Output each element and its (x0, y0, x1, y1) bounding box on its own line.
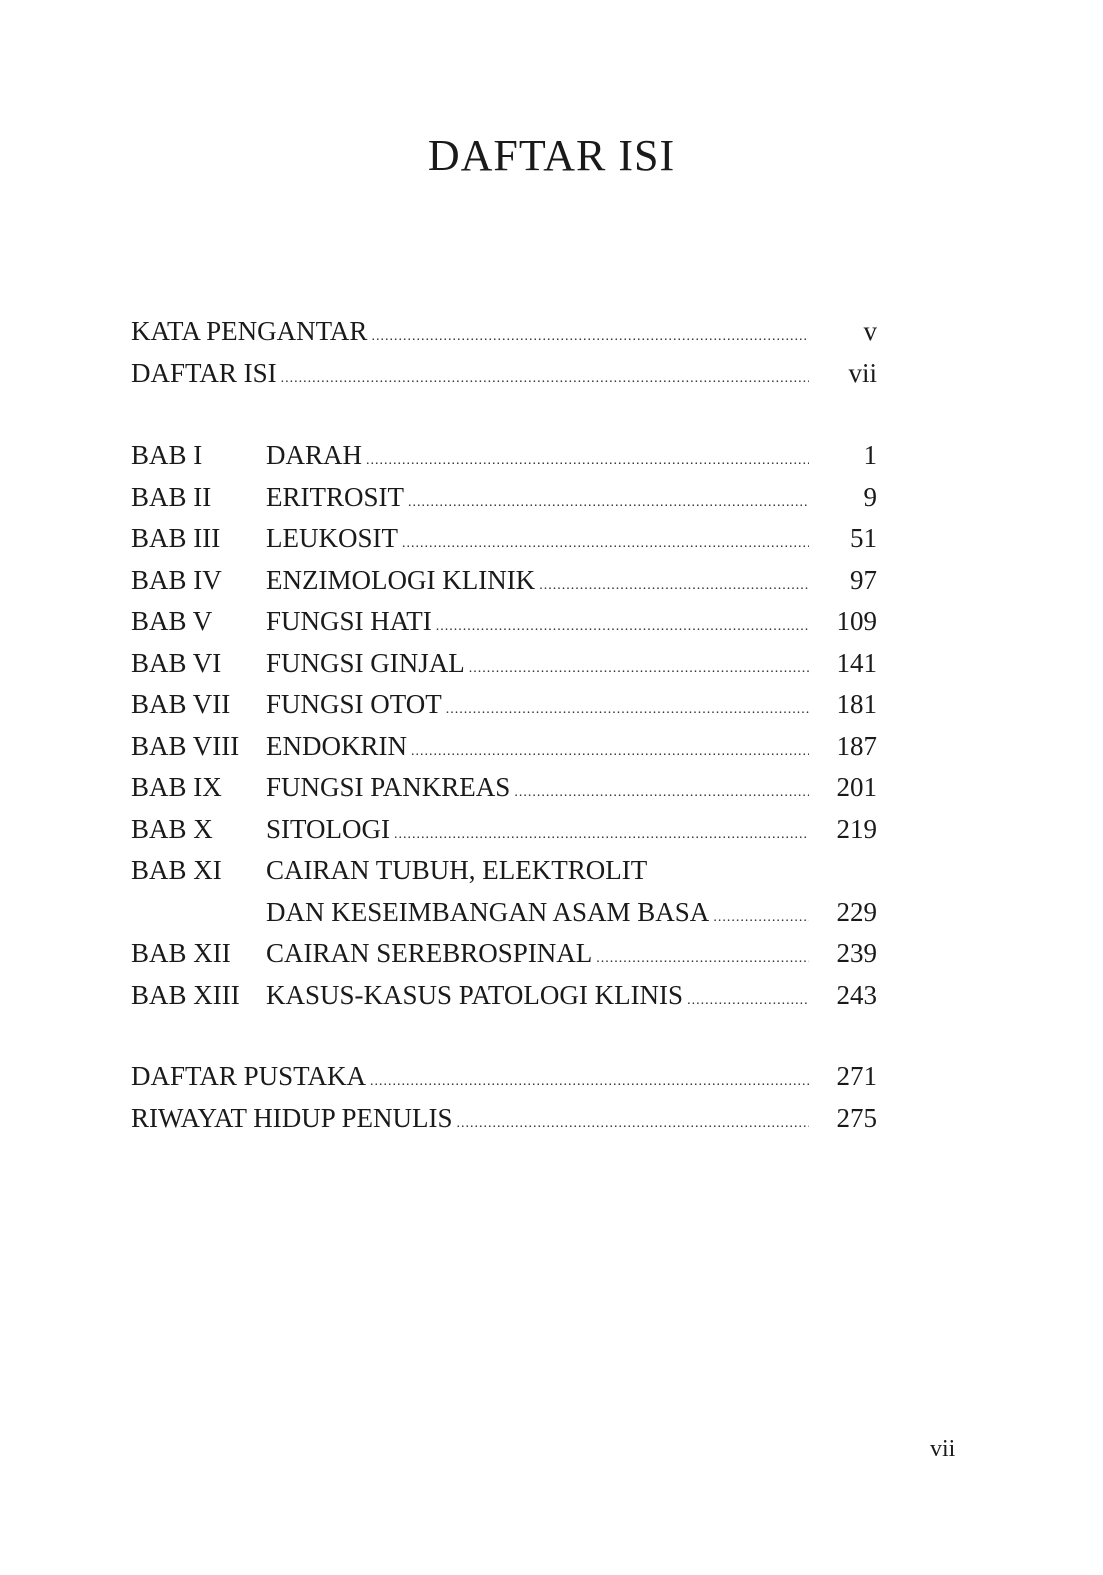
toc-title-wrap (266, 816, 823, 843)
toc-title: CAIRAN SEREBROSPINAL (266, 940, 593, 968)
toc-chapter-label: BAB VIII (131, 730, 240, 761)
toc-page-number: 243 (836, 979, 877, 1010)
page-title: DAFTAR ISI (427, 131, 676, 180)
toc-title-wrap (266, 484, 823, 511)
toc-dot-leader (514, 786, 809, 800)
toc-title-wrap (266, 525, 823, 552)
toc-page-number: 1 (863, 440, 877, 471)
toc-chapter-label: BAB XI (131, 855, 222, 886)
toc-title: KASUS-KASUS PATOLOGI KLINIS (266, 981, 684, 1009)
toc-page-number: v (863, 316, 877, 347)
toc-page-number: 97 (850, 564, 877, 595)
toc-page-number: 219 (836, 813, 877, 844)
toc-title-wrap (131, 1063, 823, 1090)
toc-entry (131, 435, 877, 477)
toc-title-wrap (131, 1105, 823, 1132)
toc-title: ENDOKRIN (266, 732, 407, 760)
toc-dot-leader (370, 1075, 809, 1089)
toc-dot-leader (446, 703, 809, 717)
toc-title: DAN KESEIMBANGAN ASAM BASA (266, 898, 710, 926)
toc-entry (131, 892, 877, 934)
toc-title: FUNGSI OTOT (266, 691, 442, 719)
toc-entry (131, 560, 877, 602)
toc-chapter-label: BAB VII (131, 689, 231, 720)
toc-title: ENZIMOLOGI KLINIK (266, 566, 536, 594)
toc-page-number: 239 (836, 938, 877, 969)
toc-dot-leader (402, 537, 809, 551)
toc-title: KATA PENGANTAR (131, 318, 368, 346)
toc-page-number: 187 (836, 730, 877, 761)
toc-title-wrap (266, 608, 823, 635)
toc-dot-leader (596, 952, 809, 966)
toc-title: SITOLOGI (266, 815, 390, 843)
toc-page-number: 51 (850, 523, 877, 554)
toc-chapter-label: BAB I (131, 440, 203, 471)
toc-entry (131, 1056, 877, 1098)
toc-title-wrap (266, 774, 823, 801)
toc-title-wrap (266, 982, 823, 1009)
toc-chapter-label: BAB XII (131, 938, 231, 969)
toc-title-wrap (266, 733, 823, 760)
toc-chapter-label: BAB XIII (131, 979, 240, 1010)
toc-title: RIWAYAT HIDUP PENULIS (131, 1104, 453, 1132)
toc-entry (131, 353, 877, 395)
toc-entry (131, 601, 877, 643)
toc-dot-leader (408, 496, 809, 510)
toc-dot-leader (411, 745, 809, 759)
toc-page-number: 141 (836, 647, 877, 678)
footer-page-number: vii (930, 1436, 956, 1462)
toc-entry (131, 311, 877, 353)
toc-dot-leader (436, 620, 809, 634)
toc-title: DAFTAR PUSTAKA (131, 1063, 366, 1091)
toc-entry (131, 850, 877, 892)
toc-dot-leader (713, 911, 809, 925)
toc-chapter-label: BAB V (131, 606, 213, 637)
toc-chapter-label: BAB IX (131, 772, 222, 803)
toc-page-number: 229 (836, 896, 877, 927)
toc-back-matter (131, 1056, 877, 1139)
toc-chapter-label: BAB IV (131, 564, 222, 595)
toc-dot-leader (366, 454, 809, 468)
toc-title: FUNGSI PANKREAS (266, 774, 511, 802)
toc-title: FUNGSI GINJAL (266, 649, 465, 677)
toc-title-wrap (131, 360, 823, 387)
toc-entry (131, 684, 877, 726)
toc-page-number: 9 (863, 481, 877, 512)
toc-entry (131, 809, 877, 851)
toc-title-wrap (266, 650, 823, 677)
toc-dot-leader (281, 372, 809, 386)
toc-front-matter (131, 311, 877, 394)
toc-chapter-label: BAB X (131, 813, 213, 844)
toc-title-wrap (266, 857, 823, 884)
toc-entry (131, 518, 877, 560)
toc-entry (131, 975, 877, 1017)
toc-title: ERITROSIT (266, 483, 404, 511)
toc-title: FUNGSI HATI (266, 608, 432, 636)
toc-title: LEUKOSIT (266, 525, 398, 553)
toc-chapter-label: BAB II (131, 481, 212, 512)
toc-dot-leader (539, 579, 809, 593)
toc-chapter-label: BAB VI (131, 647, 222, 678)
toc-page-number: vii (848, 357, 877, 388)
toc-title-wrap (266, 691, 823, 718)
toc-page-number: 181 (836, 689, 877, 720)
toc-dot-leader (371, 330, 809, 344)
toc-entry (131, 1098, 877, 1140)
toc-entry (131, 933, 877, 975)
toc-dot-leader (457, 1117, 809, 1131)
toc-chapter-label: BAB III (131, 523, 221, 554)
toc-dot-leader (394, 828, 809, 842)
toc-title-wrap (266, 442, 823, 469)
toc-title: DARAH (266, 442, 363, 470)
toc-page-number: 275 (836, 1102, 877, 1133)
toc-dot-leader (687, 994, 809, 1008)
toc-page-number: 109 (836, 606, 877, 637)
toc-title: DAFTAR ISI (131, 359, 277, 387)
toc-page-number: 201 (836, 772, 877, 803)
toc-title-wrap (266, 899, 823, 926)
toc-dot-leader (469, 662, 809, 676)
toc-page-number: 271 (836, 1061, 877, 1092)
toc-title-wrap (131, 318, 823, 345)
toc-entry (131, 643, 877, 685)
toc-title-wrap (266, 940, 823, 967)
toc-entry (131, 477, 877, 519)
toc-title-wrap (266, 567, 823, 594)
toc-entry (131, 767, 877, 809)
toc-title: CAIRAN TUBUH, ELEKTROLIT (266, 857, 648, 885)
toc-entry (131, 726, 877, 768)
toc-chapters (131, 435, 877, 1016)
